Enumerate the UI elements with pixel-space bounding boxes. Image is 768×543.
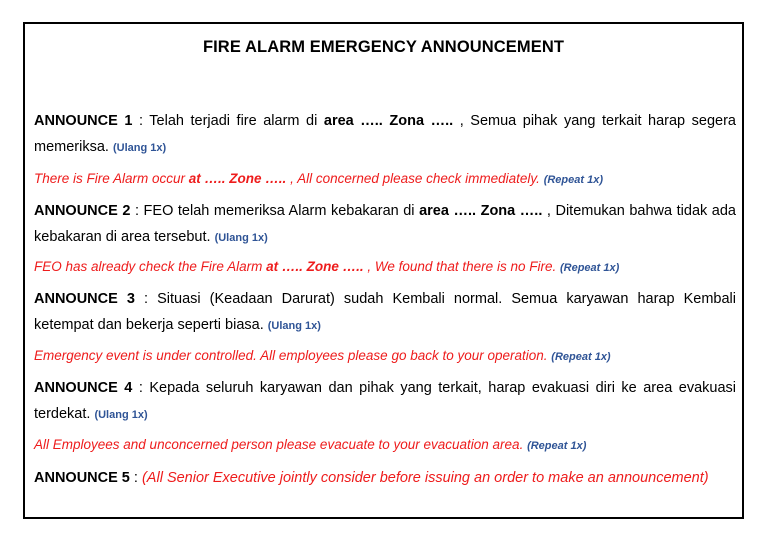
announcement-frame	[23, 22, 744, 519]
announce-2-id	[34, 198, 736, 251]
announce-2-sep: :	[130, 203, 144, 219]
announce-2-en-part1: FEO has already check the Fire Alarm	[34, 259, 267, 274]
announce-4-text: Kepada seluruh karyawan dan pihak yang terkait, harap evakuasi diri ke area evakuasi terdekat.	[34, 380, 736, 422]
announce-4-label: ANNOUNCE 4	[34, 380, 133, 396]
announce-1-en-part1: There is Fire Alarm occur	[34, 171, 189, 186]
announce-4-en-text: All Employees and unconcerned person please evacuate to your evacuation area.	[34, 437, 528, 452]
announce-3-en-text: Emergency event is under controlled. All employees please go back to your operation.	[34, 348, 552, 363]
announce-3-en-repeat: (Repeat 1x)	[551, 351, 611, 363]
announce-3-repeat: (Ulang 1x)	[267, 320, 321, 332]
announce-5-note: (All Senior Executive jointly consider before issuing an order to make an announcement)	[141, 470, 709, 486]
announce-2-area-zone: area ….. Zona …..	[419, 203, 543, 219]
announce-1-en-part2: , All concerned please check immediately.	[286, 171, 544, 186]
page-title: FIRE ALARM EMERGENCY ANNOUNCEMENT	[202, 38, 565, 56]
announce-1-label: ANNOUNCE 1	[34, 113, 133, 129]
announce-2-repeat: (Ulang 1x)	[214, 232, 268, 244]
announce-2-en-repeat: (Repeat 1x)	[559, 262, 620, 274]
announce-1-repeat: (Ulang 1x)	[112, 142, 167, 154]
announce-1-text-part2: , Semua pihak yang terkait harap segera memeriksa.	[34, 113, 736, 155]
announce-2-en	[34, 257, 736, 278]
announce-1-area-zone: area ….. Zona …..	[323, 113, 454, 129]
announce-5-label: ANNOUNCE 5	[34, 470, 130, 486]
announce-3-label: ANNOUNCE 3	[34, 291, 135, 307]
announce-2-text-part1: FEO telah memeriksa Alarm kebakaran di	[143, 203, 420, 219]
announce-5-sep: :	[129, 470, 142, 486]
announce-4-id	[34, 375, 736, 428]
announce-1-text-part1: Telah terjadi fire alarm di	[149, 113, 324, 129]
announce-1-en-area-zone: at ….. Zone …..	[188, 171, 287, 186]
announce-5	[34, 468, 736, 488]
announce-1-sep: :	[132, 113, 150, 129]
announce-4-en-repeat: (Repeat 1x)	[527, 440, 587, 452]
announce-2-text-part2: , Ditemukan bahwa tidak ada kebakaran di area tersebut.	[34, 203, 737, 245]
announce-3-sep: :	[134, 291, 158, 307]
announce-4-en	[34, 435, 736, 456]
announce-3-id	[34, 286, 736, 339]
announce-4-repeat: (Ulang 1x)	[94, 409, 148, 421]
announce-3-text: Situasi (Keadaan Darurat) sudah Kembali normal. Semua karyawan harap Kembali ketempat dan bekerja seperti biasa.	[34, 291, 736, 333]
announce-1-en	[34, 169, 736, 190]
announce-3-en	[34, 346, 736, 367]
announce-2-en-area-zone: at ….. Zone …..	[266, 259, 364, 274]
announce-2-en-part2: , We found that there is no Fire.	[363, 259, 560, 274]
announce-1-en-repeat: (Repeat 1x)	[543, 174, 603, 186]
announce-1-id	[34, 108, 736, 161]
announce-2-label: ANNOUNCE 2	[34, 203, 131, 219]
announce-4-sep: :	[132, 380, 150, 396]
